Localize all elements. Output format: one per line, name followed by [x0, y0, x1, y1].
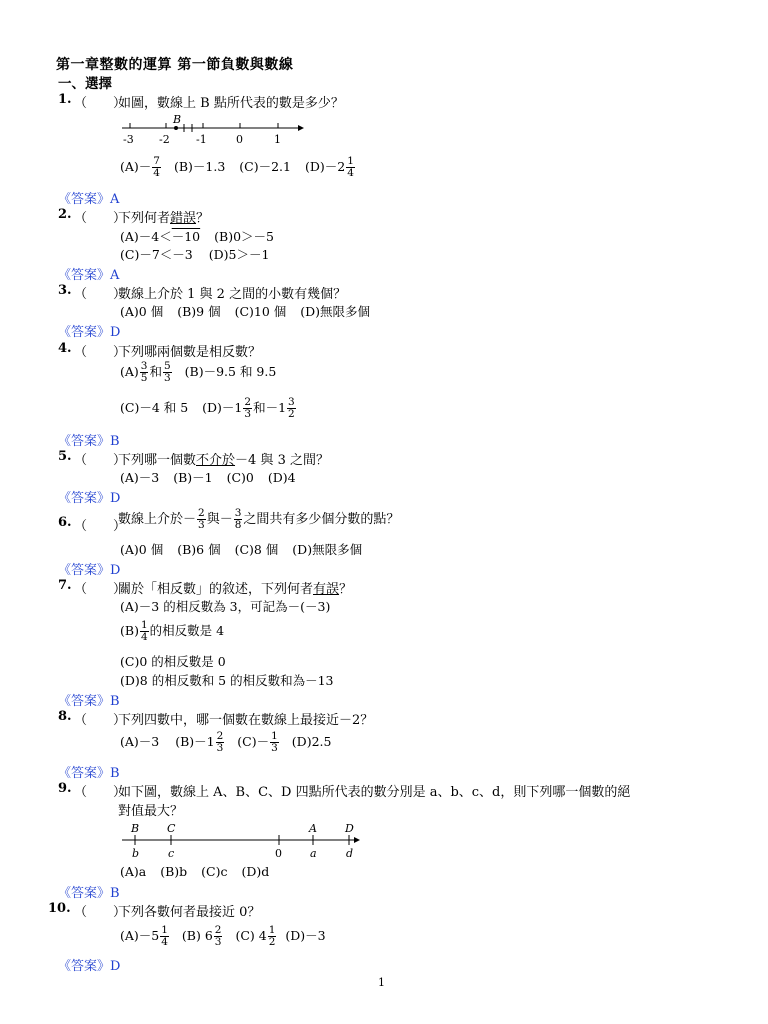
- answer-prefix: 《答案》: [58, 192, 111, 207]
- option-label: (B): [120, 623, 139, 638]
- question-number: 5.: [58, 449, 72, 464]
- question-number: 7.: [58, 578, 72, 593]
- denominator: 4: [347, 167, 354, 179]
- option-c: (C)0 的相反數是 0: [120, 654, 226, 669]
- option-d: (D)－1: [202, 400, 243, 415]
- question-text: 下列四數中，哪一個數在數線上最接近－2？: [118, 713, 374, 728]
- question-text: [118, 449, 329, 468]
- option-b: (B) 6: [181, 928, 213, 943]
- numerator: 3: [234, 507, 242, 519]
- options-row: [120, 361, 276, 384]
- answer-value: D: [110, 959, 121, 974]
- emphasized-text: 錯誤: [170, 211, 197, 226]
- answer-prefix: 《答案》: [58, 766, 111, 781]
- option-c: (C)c: [201, 864, 228, 879]
- fraction: [152, 156, 161, 179]
- answer-blank: （ ）: [74, 96, 127, 111]
- answer-line: [58, 487, 120, 506]
- text-part: ？: [339, 582, 353, 597]
- option-d: (D)無限多個: [292, 542, 363, 557]
- option-d: (D)無限多個: [300, 304, 371, 319]
- text-part: －4 與 3 之間？: [235, 453, 329, 468]
- numerator: 1: [140, 619, 148, 631]
- question-text-continued: 對值最大？: [118, 804, 184, 819]
- option-c: (C)－4 和 5: [120, 400, 189, 415]
- answer-line: [58, 559, 120, 578]
- answer-line: [58, 955, 120, 974]
- option-d: (D)4: [267, 470, 296, 485]
- numerator: 1: [347, 155, 354, 167]
- answer-blank: （ ）: [74, 519, 127, 534]
- denominator: 3: [163, 372, 171, 384]
- denominator: 4: [140, 631, 148, 643]
- question-number: 4.: [58, 341, 72, 356]
- fraction: [216, 731, 225, 754]
- text-part: 下列哪一個數: [118, 453, 197, 468]
- denominator: 4: [153, 167, 160, 179]
- point-label-c: C: [167, 822, 176, 835]
- fraction: [197, 508, 206, 531]
- denominator: 3: [216, 742, 224, 754]
- answer-prefix: 《答案》: [58, 959, 111, 974]
- numerator: 3: [288, 396, 295, 408]
- answer-prefix: 《答案》: [58, 491, 111, 506]
- text-part: ？: [196, 211, 210, 226]
- option-a: (A)－5: [120, 928, 160, 943]
- point-label-a: A: [309, 822, 317, 835]
- numerator: 3: [140, 360, 148, 372]
- option-a: (A)a: [120, 864, 147, 879]
- numerator: 2: [216, 730, 224, 742]
- text-part: 下列何者: [118, 211, 171, 226]
- option-c: (C)－: [237, 734, 270, 749]
- question-number: 3.: [58, 283, 72, 298]
- fraction: [243, 397, 252, 420]
- options-row: [120, 397, 297, 420]
- answer-value: A: [110, 192, 120, 207]
- option-b: (B)－1.3: [173, 159, 226, 174]
- value-label-b: b: [132, 847, 140, 860]
- option-a: (A)－: [120, 159, 152, 174]
- fraction: [140, 361, 149, 384]
- answer-blank: （ ）: [74, 287, 127, 302]
- question-number: 2.: [58, 207, 72, 222]
- text-part: 的相反數是 4: [149, 623, 225, 638]
- options-row: [120, 925, 326, 948]
- option-c: (C)－2.1: [239, 159, 291, 174]
- answer-line: [58, 690, 120, 709]
- answer-value: B: [110, 694, 120, 709]
- answer-value: B: [110, 434, 120, 449]
- option-c: (C)0: [226, 470, 254, 485]
- fraction: [163, 361, 172, 384]
- option-a-value: －10: [171, 229, 201, 244]
- question-text: [118, 578, 352, 597]
- options-row: [120, 540, 362, 558]
- denominator: 3: [244, 408, 252, 420]
- answer-line: [58, 188, 119, 207]
- point-label-d: D: [345, 822, 354, 835]
- answer-blank: （ ）: [74, 453, 127, 468]
- answer-line: [58, 882, 120, 901]
- option-a: (A)－3: [120, 470, 160, 485]
- answer-line: [58, 430, 120, 449]
- page-title: 第一章整數的運算 第一節負數與數線: [56, 57, 294, 73]
- denominator: 3: [214, 936, 222, 948]
- answer-blank: （ ）: [74, 211, 127, 226]
- question-number: 6.: [58, 515, 72, 530]
- value-label-c: c: [168, 847, 175, 860]
- question-text: 數線上介於 1 與 2 之間的小數有幾個？: [118, 287, 347, 302]
- option-d: (D)8 的相反數和 5 的相反數和為－13: [120, 673, 334, 688]
- option-d: (D)－2: [304, 159, 346, 174]
- value-label-a: a: [310, 847, 317, 860]
- option-c: (C)10 個: [234, 304, 287, 319]
- point-label-b: B: [173, 113, 182, 126]
- fraction: [270, 731, 279, 754]
- denominator: 8: [234, 519, 242, 531]
- question-text: 如下圖，數線上 A、B、C、D 四點所代表的數分別是 a、b、c、d，則下列哪一個數的絕: [118, 785, 631, 800]
- value-label-d: d: [346, 847, 354, 860]
- denominator: 2: [268, 936, 276, 948]
- answer-value: D: [110, 325, 121, 340]
- question-number: 8.: [58, 709, 72, 724]
- question-text: [118, 207, 209, 226]
- numerator: 2: [214, 924, 222, 936]
- options-row: [120, 864, 269, 879]
- answer-prefix: 《答案》: [58, 694, 111, 709]
- option-a: (A)0 個: [120, 304, 164, 319]
- answer-blank: （ ）: [74, 582, 127, 597]
- option-a: (A)0 個: [120, 542, 164, 557]
- option-a: (A)－3: [120, 734, 160, 749]
- denominator: 2: [288, 408, 295, 420]
- answer-line: [58, 762, 120, 781]
- option-d: (D)－3: [285, 928, 326, 943]
- options-row: [120, 227, 274, 245]
- denominator: 5: [140, 372, 148, 384]
- point-label-b: B: [131, 822, 140, 835]
- option-a: (A)－4＜: [120, 229, 172, 244]
- option-a: (A): [120, 364, 139, 379]
- tick-label: -1: [196, 133, 207, 146]
- numerator: 2: [244, 396, 252, 408]
- question-text: 如圖，數線上 B 點所代表的數是多少？: [118, 96, 344, 111]
- answer-value: A: [110, 268, 120, 283]
- option-d: (D)5＞－1: [208, 247, 270, 262]
- numerator: 1: [161, 924, 168, 936]
- question-number: 10.: [48, 901, 71, 916]
- numerator: 2: [198, 507, 205, 519]
- answer-blank: （ ）: [74, 713, 127, 728]
- answer-prefix: 《答案》: [58, 563, 111, 578]
- answer-prefix: 《答案》: [58, 886, 111, 901]
- emphasized-text: 有誤: [313, 582, 340, 597]
- option-b: (B)－1: [173, 470, 213, 485]
- value-label-zero: 0: [275, 847, 282, 860]
- fraction: [268, 925, 277, 948]
- text-part: 與－: [206, 512, 233, 527]
- tick-label: -3: [123, 133, 134, 146]
- numerator: 5: [163, 360, 171, 372]
- answer-value: D: [110, 491, 121, 506]
- option-b: (B)－1: [175, 734, 215, 749]
- answer-blank: （ ）: [74, 905, 127, 920]
- question-text: 下列哪兩個數是相反數？: [118, 345, 262, 360]
- options-row: [120, 245, 269, 263]
- question-number: 1.: [58, 92, 72, 107]
- fraction: [287, 397, 296, 420]
- fraction: [346, 156, 355, 179]
- question-text: 下列各數何者最接近 0？: [118, 905, 261, 920]
- numerator: 1: [268, 924, 276, 936]
- option-d: (D)d: [241, 864, 270, 879]
- fraction: [214, 925, 223, 948]
- emphasized-text: 不介於: [196, 453, 236, 468]
- option-d: (D)2.5: [291, 734, 332, 749]
- tick-label: 0: [236, 133, 243, 146]
- option-c: (C)8 個: [234, 542, 279, 557]
- answer-prefix: 《答案》: [58, 268, 111, 283]
- option-b: (B)0＞－5: [214, 229, 274, 244]
- option-b: [120, 620, 224, 643]
- section-heading: 一、選擇: [58, 76, 112, 92]
- fraction: [140, 620, 149, 643]
- options-row: [120, 731, 331, 754]
- question-number: 9.: [58, 781, 72, 796]
- answer-blank: （ ）: [74, 785, 127, 800]
- options-row: [120, 468, 296, 486]
- fraction: [234, 508, 243, 531]
- numerator: 1: [271, 730, 278, 742]
- answer-value: D: [110, 563, 121, 578]
- text-part: 之間共有多少個分數的點？: [243, 512, 400, 527]
- option-a: (A)－3 的相反數為 3，可記為－(－3): [120, 599, 331, 614]
- denominator: 3: [198, 519, 205, 531]
- option-c: (C) 4: [235, 928, 267, 943]
- option-c: (C)－7＜－3: [120, 247, 193, 262]
- text-part: 數線上介於－: [118, 512, 197, 527]
- page-number: 1: [378, 976, 385, 989]
- fraction: [160, 925, 169, 948]
- denominator: 3: [271, 742, 278, 754]
- answer-prefix: 《答案》: [58, 434, 111, 449]
- text-part: 和: [149, 364, 162, 379]
- option-b: (B)b: [160, 864, 188, 879]
- options-row: [120, 156, 356, 179]
- denominator: 4: [161, 936, 168, 948]
- text-part: 關於「相反數」的敘述，下列何者: [118, 582, 314, 597]
- question-text: [118, 508, 399, 531]
- option-b: (B)9 個: [177, 304, 221, 319]
- tick-label: -2: [159, 133, 170, 146]
- tick-label: 1: [274, 133, 281, 146]
- text-part: 和－1: [253, 400, 287, 415]
- answer-line: [58, 321, 120, 340]
- number-line-figure-1: [118, 112, 308, 148]
- options-row: [120, 302, 370, 320]
- answer-value: B: [110, 886, 120, 901]
- answer-value: B: [110, 766, 120, 781]
- number-line-figure-9: [118, 818, 368, 862]
- numerator: 7: [153, 155, 160, 167]
- answer-line: [58, 264, 119, 283]
- option-b: (B)6 個: [177, 542, 221, 557]
- answer-prefix: 《答案》: [58, 325, 111, 340]
- option-b: (B)－9.5 和 9.5: [184, 364, 277, 379]
- answer-blank: （ ）: [74, 345, 127, 360]
